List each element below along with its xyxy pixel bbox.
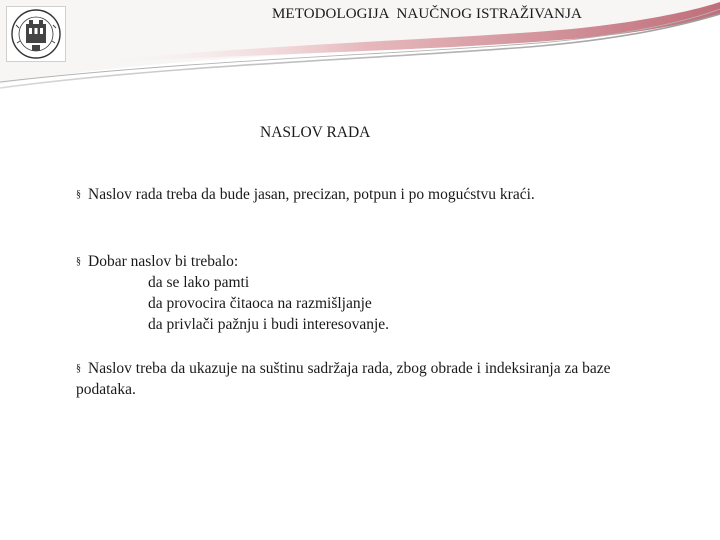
paragraph-2-intro: Dobar naslov bi trebalo: — [88, 253, 239, 270]
paragraph-3-text: Naslov treba da ukazuje na suštinu sadržaja rada, zbog obrade i indeksiranja za baze podataka. — [76, 360, 611, 398]
list-item: da se lako pamti — [148, 274, 250, 291]
list-item: da provocira čitaoca na razmišljanje — [148, 295, 372, 312]
paragraph-3 — [76, 358, 656, 400]
paragraph-2 — [76, 251, 389, 335]
paragraph-1 — [76, 184, 535, 205]
bullet-icon: § — [76, 256, 81, 267]
university-seal-icon — [6, 6, 66, 62]
paragraph-1-text: Naslov rada treba da bude jasan, precizan, potpun i po mogućstvu kraći. — [88, 186, 535, 203]
slide-title: NASLOV RADA — [260, 124, 371, 141]
bullet-icon: § — [76, 189, 81, 200]
header-title: METODOLOGIJA NAUČNOG ISTRAŽIVANJA — [272, 6, 582, 22]
bullet-icon: § — [76, 363, 81, 374]
list-item: da privlači pažnju i budi interesovanje. — [148, 316, 390, 333]
